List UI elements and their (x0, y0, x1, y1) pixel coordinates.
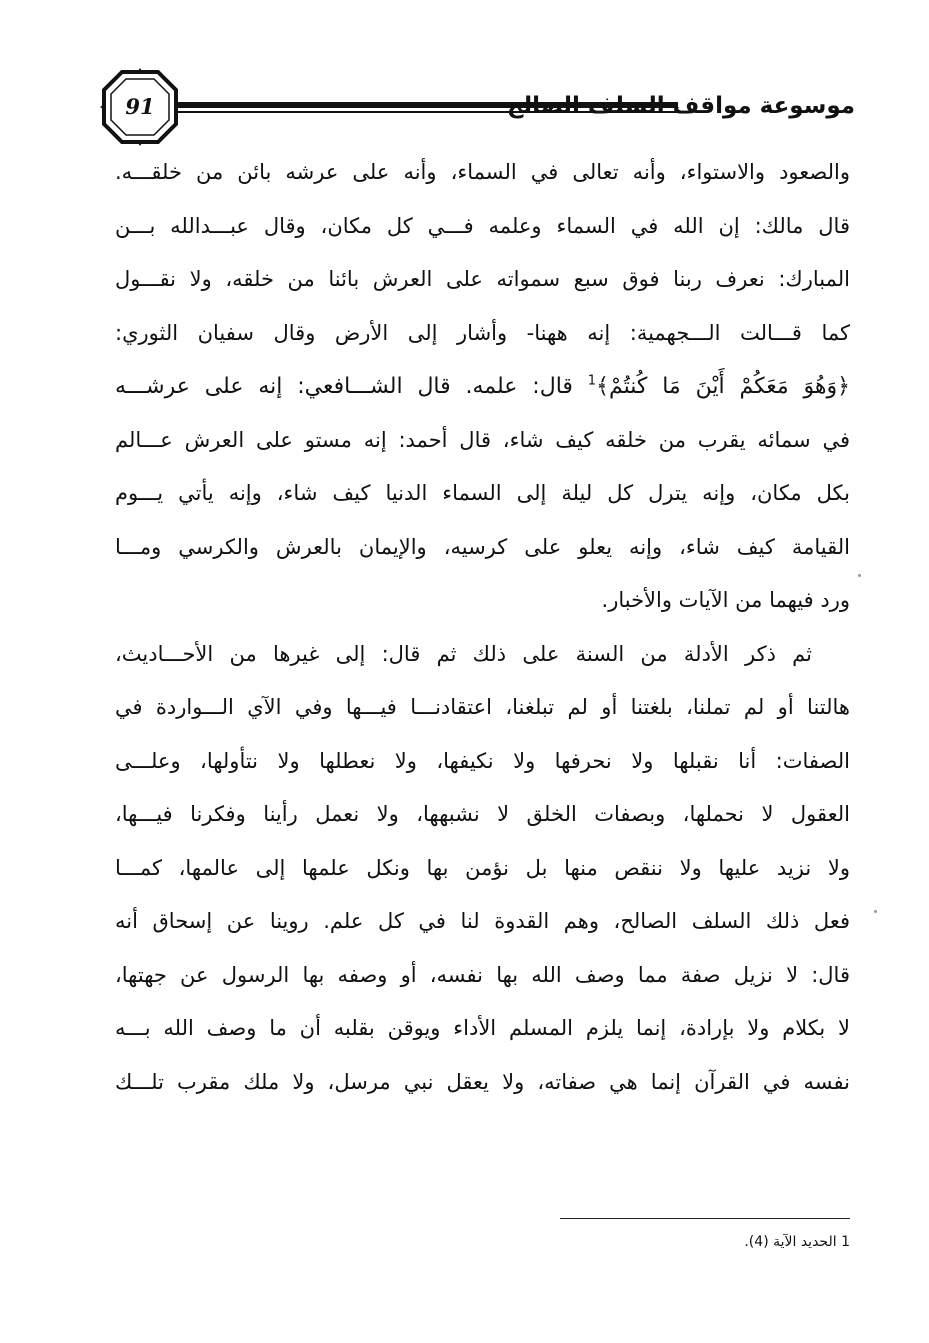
scan-speck (874, 910, 877, 913)
text-line: المبارك: نعرف ربنا فوق سبع سمواته على العرش بائنا من خلقه، ولا نقـــول (115, 267, 850, 291)
text-line: ولا نزيد عليها ولا ننقص منها بل نؤمن بها ونكل علمها إلى عالمها، كمـــا (115, 855, 850, 880)
footnote-text: الحديد الآية (4). (744, 1234, 837, 1250)
text-line: هالتنا أو لم تملنا، بلغتنا أو لم تبلغنا، اعتقادنـــا فيـــها وفي الآي الـــواردة في (115, 695, 850, 719)
text-line: القيامة كيف شاء، وإنه يعلو على كرسيه، والإيمان بالعرش والكرسي ومـــا (115, 534, 850, 559)
text-line: ثم ذكر الأدلة من السنة على ذلك ثم قال: إلى غيرها من الأحـــاديث، (115, 641, 812, 666)
text-line: قال: لا نزيل صفة مما وصف الله بها نفسه، أو وصفه بها الرسول عن جهتها، (115, 962, 850, 987)
text-line: بكل مكان، وإنه يترل كل ليلة إلى السماء الدنيا كيف شاء، وإنه يأتي يـــوم (115, 481, 850, 505)
text-line-with-verse (115, 360, 850, 414)
text-line: والصعود والاستواء، وأنه تعالى في السماء، وأنه على عرشه بائن من خلقـــه. (115, 160, 850, 184)
text-line: قال مالك: إن الله في السماء وعلمه فـــي كل مكان، وقال عبـــدالله بـــن (115, 213, 850, 238)
text-line-rest: قال: علمه. قال الشـــافعي: إنه على عرشـــه (115, 374, 573, 399)
text-line: لا بكلام ولا بإرادة، إنما يلزم المسلم الأداء ويوقن بقلبه أن ما وصف الله بـــه (115, 1016, 850, 1040)
main-text (115, 146, 850, 1109)
footnote-separator (560, 1218, 850, 1219)
text-line: كما قـــالت الـــجهمية: إنه ههنا- وأشار إلى الأرض وقال سفيان الثوري: (115, 320, 850, 345)
quran-verse: ﴿وَهُوَ مَعَكُمْ أَيْنَ مَا كُنتُمْ﴾ (596, 374, 850, 399)
footnote (560, 1230, 850, 1254)
text-line: ورد فيهما من الآيات والأخبار. (601, 588, 850, 612)
page-number: 91 (125, 94, 155, 119)
footnote-number: 1 (841, 1234, 850, 1250)
footnote-reference: 1 (587, 373, 597, 389)
page-header (100, 68, 855, 146)
page-number-badge (100, 68, 180, 146)
scan-speck (858, 574, 861, 577)
text-line: العقول لا نحملها، وبصفات الخلق لا نشبهها، ولا نعمل رأينا وفكرنا فيـــها، (115, 802, 850, 826)
text-line: فعل ذلك السلف الصالح، وهم القدوة لنا في كل علم. روينا عن إسحاق أنه (115, 909, 850, 933)
running-title: موسوعة مواقف السلف الصالح (506, 93, 855, 119)
text-line: نفسه في القرآن إنما هي صفاته، ولا يعقل نبي مرسل، ولا ملك مقرب تلـــك (115, 1069, 850, 1094)
text-line: الصفات: أنا نقبلها ولا نحرفها ولا نكيفها، ولا نعطلها ولا نتأولها، وعلـــى (115, 748, 850, 773)
text-line: في سمائه يقرب من خلقه كيف شاء، قال أحمد: إنه مستو على العرش عـــالم (115, 427, 850, 452)
